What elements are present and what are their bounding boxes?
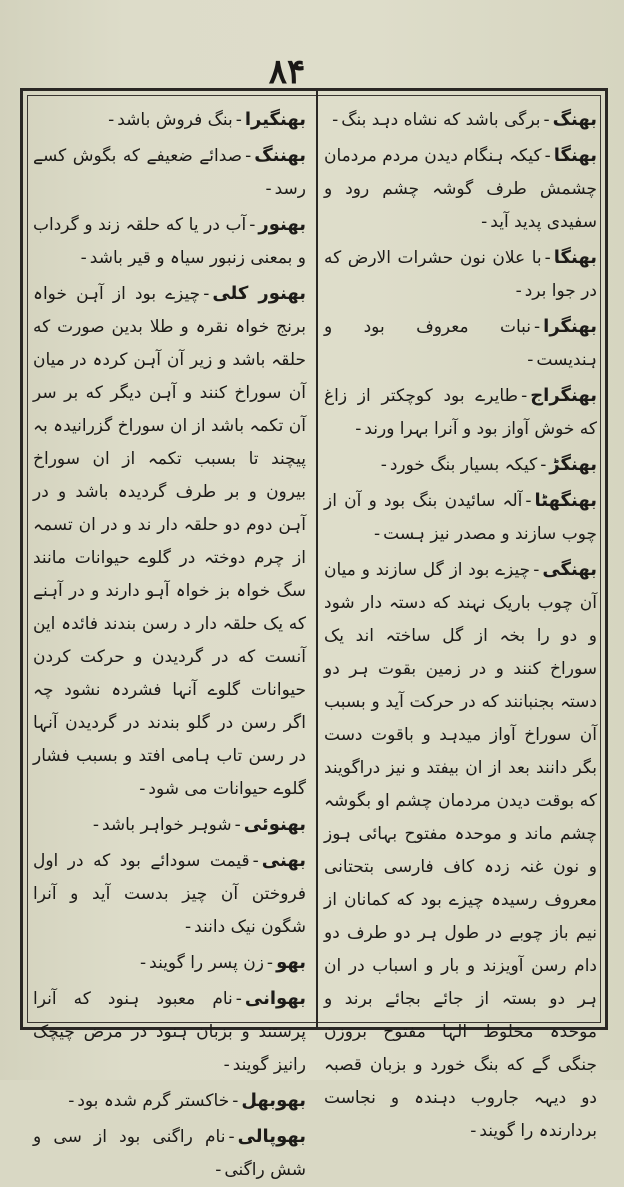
definition: نام معبود ہنود که آنرا پرستند و بزبان ہنود در مرض چیچک رانیز گویند xyxy=(33,989,306,1075)
headword: بھنور xyxy=(258,214,306,235)
dictionary-entry: بھنگا-کیکہ ہنگام دیدن مردم مردمان چشمش طرف گوشہ چشم رود و سفیدی پدید آید- xyxy=(324,145,597,232)
dictionary-entry: بھنگ-برگی باشد که نشاه دہد بنگ- xyxy=(332,109,597,130)
headword: بھنگا xyxy=(553,145,597,166)
headword: بھنگا xyxy=(553,247,597,268)
definition: کیکہ ہنگام دیدن مردم مردمان چشمش طرف گوشہ چشم رود و سفیدی پدید آید xyxy=(324,146,597,232)
right-column xyxy=(324,103,597,1141)
definition: صدائے ضعیفے که بگوش کسے رسد xyxy=(33,146,306,199)
definition: طایرے بود کوچکتر از زاغ که خوش آواز بود و آنرا بہرا ورند xyxy=(324,386,597,439)
definition: چیزے بود از گل سازند و میان آن چوب باریک نہند که دستہ دار شود و دو را بخہ از گل ساختہ اند یک سوراخ کنند و در زمین بقوت ہر دو دستہ بجنبانند که در حرکت آید و بسبب آن سوراخ آواز میدہد و باقوت دست بگر دانند بعد از ان بیفتد و نیز دراگویند که بوقت دیدن مردمان چشم او بگوشہ چشم ماند و موحدہ مفتوح بہائی ہوز و نون غنہ زدہ کاف فارسی بتحتانی معروف رسیدہ چیزے بود که کمانان از نیم باز چوبے در طول ہر دو طرف دو دام رسن آویزند و بار و اسباب در ان ہر دو بستہ از جائے بجائے برند و موحدہ مخلوط الہا مفتوح بروزن جنگی گے که بنگ خورد و بزبان قصبہ دو دیہہ جاروب دہندہ و نجاست بردارندہ را گویند xyxy=(324,560,597,1141)
definition: شوہر خواہر باشد xyxy=(102,815,232,835)
headword: بھنگ xyxy=(552,109,597,130)
dictionary-entry: بھنوئی-شوہر خواہر باشد- xyxy=(92,814,306,835)
dictionary-entry: بھننگ-صدائے ضعیفے که بگوش کسے رسد- xyxy=(33,145,306,199)
dictionary-entry: بھنگا-با علان نون حشرات الارض که در جوا برد- xyxy=(324,247,597,301)
definition: نام راگنی بود از سی و شش راگنی xyxy=(33,1127,306,1180)
dictionary-entry: بھنگرا-نبات معروف بود و ہندیست- xyxy=(324,316,597,370)
definition: برگی باشد که نشاه دہد بنگ xyxy=(341,110,541,130)
headword: بھو xyxy=(276,952,306,973)
dictionary-entry: بھنگراج-طایرے بود کوچکتر از زاغ که خوش آواز بود و آنرا بہرا ورند- xyxy=(324,385,597,439)
dictionary-entry: بھنگھٹا-آلہ سائیدن بنگ بود و آن از چوب سازند و مصدر نیز ہست- xyxy=(324,490,597,544)
headword: بھنگی xyxy=(542,559,597,580)
headword: بھننگ xyxy=(254,145,306,166)
definition: قیمت سودائے بود که در اول فروختن آن چیز بدست آید و آنرا شگون نیک دانند xyxy=(33,851,306,937)
headword: بھنور کلی xyxy=(212,283,306,304)
definition: چیزے بود از آہن خواہ برنج خواہ نقرہ و طلا بدین صورت که حلقہ باشد و زیر آن آہن کردہ در میان آن سوراخ کنند و آہن دیگر که بر سر آن تکمہ باشد از ان سوراخ گزرانیدہ بہ پیچند تا بسبب تکمہ از ان سوراخ بیرون و بر طرف گردیدہ باشد و در آہن دوم دو حلقہ دار ند و در ان تسمہ از چرم دوختہ در گلوے حیوانات مانند سگ خواہ بز خواہ آہو دارند و در آہنے که یک حلقہ دار د رسن بندند فائدہ این آنست که در گردیدن و حرکت کردن حیوانات گلوے آنہا فشردہ نشود چہ اگر رسن در گلو بندند در گردیدن آنہا در رسن تاب ہامی افتد و بسبب فشار گلوے حیوانات می شود xyxy=(33,284,306,799)
definition: خاکستر گرم شدہ بود xyxy=(77,1091,230,1111)
headword: بھوانی xyxy=(244,988,306,1009)
definition: آب در یا که حلقہ زند و گرداب و بمعنی زنبور سیاہ و قیر باشد xyxy=(33,215,306,268)
headword: بھنوئی xyxy=(243,814,306,835)
left-column xyxy=(33,103,306,1180)
definition: زن پسر را گویند xyxy=(149,953,264,973)
headword: بھنگراج xyxy=(530,385,597,406)
dictionary-entry: بھنگیرا-بنگ فروش باشد- xyxy=(108,109,306,130)
dictionary-entry: بھوانی-نام معبود ہنود که آنرا پرستند و بزبان ہنود در مرض چیچک رانیز گویند- xyxy=(33,988,306,1075)
headword: بھوبھل xyxy=(241,1090,306,1111)
dictionary-entry: بھنور-آب در یا که حلقہ زند و گرداب و بمعنی زنبور سیاہ و قیر باشد- xyxy=(33,214,306,268)
definition: نبات معروف بود و ہندیست xyxy=(324,317,597,370)
headword: بھنی xyxy=(261,850,306,871)
definition: با علان نون حشرات الارض که در جوا برد xyxy=(324,248,597,301)
dictionary-entry: بھوپالی-نام راگنی بود از سی و شش راگنی- xyxy=(33,1126,306,1180)
dictionary-entry: بھنگی-چیزے بود از گل سازند و میان آن چوب باریک نہند که دستہ دار شود و دو را بخہ از گل ساختہ اند یک سوراخ کنند و در زمین بقوت ہر دو دستہ بجنبانند که در حرکت آید و بسبب آن سوراخ آواز میدہد و باقوت دست بگر دانند بعد از ان بیفتد و نیز دراگویند که بوقت دیدن مردمان چشم او بگوشہ چشم ماند و موحدہ مفتوح بہائی ہوز و نون غنہ زدہ کاف فارسی بتحتانی معروف رسیدہ چیزے بود که کمانان از نیم باز چوبے در طول ہر دو طرف دو دام رسن آویزند و بار و اسباب در ان ہر دو بستہ از جائے بجائے برند و موحدہ مخلوط الہا مفتوح بروزن جنگی گے که بنگ خورد و بزبان قصبہ دو دیہہ جاروب دہندہ و نجاست بردارندہ را گویند- xyxy=(324,559,597,1141)
dictionary-entry: بھو-زن پسر را گویند- xyxy=(140,952,306,973)
definition: بنگ فروش باشد xyxy=(117,110,233,130)
headword: بھوپالی xyxy=(237,1126,306,1147)
headword: بھنگڑ xyxy=(549,454,597,475)
dictionary-entry: بھنی-قیمت سودائے بود که در اول فروختن آن چیز بدست آید و آنرا شگون نیک دانند- xyxy=(33,850,306,937)
dictionary-entry: بھوبھل-خاکستر گرم شدہ بود- xyxy=(68,1090,306,1111)
headword: بھنگرا xyxy=(543,316,597,337)
page-number: ۸۴ xyxy=(268,52,306,92)
dictionary-entry: بھنور کلی-چیزے بود از آہن خواہ برنج خواہ نقرہ و طلا بدین صورت که حلقہ باشد و زیر آن آہن کردہ در میان آن سوراخ کنند و آہن دیگر که بر سر آن تکمہ باشد از ان سوراخ گزرانیدہ بہ پیچند تا بسبب تکمہ از ان سوراخ بیرون و بر طرف گردیدہ باشد و در آہن دوم دو حلقہ دار ند و در ان تسمہ از چرم دوختہ در گلوے حیوانات مانند سگ خواہ بز خواہ آہو دارند و در آہنے که یک حلقہ دار د رسن بندند فائدہ این آنست که در گردیدن و حرکت کردن حیوانات گلوے آنہا فشردہ نشود چہ اگر رسن در گلو بندند در گردیدن آنہا در رسن تاب ہامی افتد و بسبب فشار گلوے حیوانات می شود- xyxy=(33,283,306,799)
definition: آلہ سائیدن بنگ بود و آن از چوب سازند و مصدر نیز ہست xyxy=(324,491,597,544)
headword: بھنگھٹا xyxy=(534,490,597,511)
dictionary-entry: بھنگڑ-کیکہ بسیار بنگ خورد- xyxy=(380,454,597,475)
definition: کیکہ بسیار بنگ خورد xyxy=(389,455,538,475)
column-divider xyxy=(316,91,318,1027)
page-frame xyxy=(20,88,608,1180)
headword: بھنگیرا xyxy=(244,109,306,130)
